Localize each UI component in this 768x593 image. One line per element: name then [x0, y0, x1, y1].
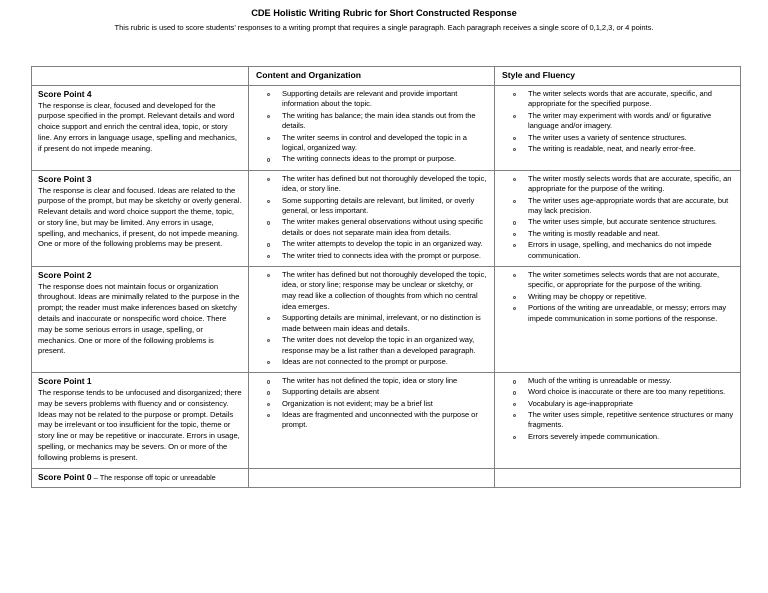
- table-row: [32, 170, 741, 266]
- content-cell: [249, 373, 495, 468]
- list-item: The writer mostly selects words that are accurate, specific, an appropriate for the purpose of the writing.: [500, 174, 736, 195]
- list-item: The writer attempts to develop the topic in an organized way.: [254, 239, 490, 250]
- content-bullet-list: [254, 270, 490, 368]
- list-item: Supporting details are relevant and provide important information about the topic.: [254, 89, 490, 110]
- table-row: [32, 373, 741, 468]
- score-zero-label: Score Point 0: [38, 471, 92, 482]
- list-item: The writer has defined but not thoroughly developed the topic, idea, or story line; response may be unclear or sketchy, or may read like a collection of thoughts from which no central idea emerges.: [254, 270, 490, 313]
- list-item: Ideas are fragmented and unconnected with the purpose or prompt.: [254, 410, 490, 431]
- table-row: [32, 266, 741, 372]
- list-item: Some supporting details are relevant, but limited, or overly general, or less important.: [254, 196, 490, 217]
- content-bullet-list: [254, 89, 490, 165]
- content-cell: [249, 170, 495, 266]
- score-title: Score Point 4: [38, 88, 92, 99]
- list-item: Ideas are not connected to the prompt or purpose.: [254, 357, 490, 368]
- list-item: The writer sometimes selects words that are not accurate, specific, or appropriate for the purpose of the writing.: [500, 270, 736, 291]
- list-item: The writer makes general observations without using specific details or does not separate main idea from details.: [254, 217, 490, 238]
- list-item: The writing connects ideas to the prompt or purpose.: [254, 154, 490, 165]
- table-header-row: [32, 67, 741, 86]
- content-bullet-list: [254, 376, 490, 431]
- score-description: The response tends to be unfocused and disorganized; there may be severs problems with fluency and or consistency. Ideas may not be related to the purpose or prompt. Details may be irrelevant or too insufficient for the topic, theme or story line or may be repetitive or inaccurate. Errors in usage, spelling, or mechanics may be severs. On or more of the following problems is present.: [38, 388, 242, 462]
- score-zero-line: [37, 472, 244, 483]
- list-item: The writer has not defined the topic, idea or story line: [254, 376, 490, 387]
- content-cell: [249, 85, 495, 170]
- list-item: Errors severely impede communication.: [500, 432, 736, 443]
- list-item: The writer uses simple, but accurate sentence structures.: [500, 217, 736, 228]
- style-bullet-list: [500, 174, 736, 262]
- score-description: The response is clear and focused. Ideas are related to the purpose of the prompt, but may be sketchy or overly general. Relevant details and word choice support the theme, topic, or story line, but may be limited. Any errors in usage, spelling, and mechanics, if present, do not impede meaning. One or more of the following problems may be present.: [38, 185, 242, 249]
- header-label-content: Content and Organization: [256, 70, 362, 80]
- score-description: The response is clear, focused and developed for the purpose specified in the prompt. Relevant details and word choice support and enrich the central idea, topic, or story line. Any errors in language usage, spelling and mechanics, if present do not impede meaning.: [38, 100, 237, 153]
- score-cell: [32, 373, 249, 468]
- list-item: Organization is not evident; may be a brief list: [254, 399, 490, 410]
- table-row-score-zero: [32, 468, 741, 487]
- score-zero-content-cell: [249, 468, 495, 487]
- list-item: The writer seems in control and developed the topic in a logical, organized way.: [254, 133, 490, 154]
- score-zero-style-cell: [495, 468, 741, 487]
- score-zero-text: The response off topic or unreadable: [99, 473, 216, 482]
- rubric-table: [31, 66, 741, 488]
- score-cell: [32, 266, 249, 372]
- score-title: Score Point 1: [38, 376, 92, 387]
- score-cell: [32, 85, 249, 170]
- list-item: The writer has defined but not thoroughly developed the topic, idea, or story line.: [254, 174, 490, 195]
- header-label-style: Style and Fluency: [502, 70, 576, 80]
- list-item: Word choice is inaccurate or there are too many repetitions.: [500, 387, 736, 398]
- score-zero-cell: [32, 468, 249, 487]
- list-item: Vocabulary is age-inappropriate: [500, 399, 736, 410]
- list-item: The writer uses age-appropriate words that are accurate, but may lack precision.: [500, 196, 736, 217]
- list-item: Supporting details are minimal, irrelevant, or no distinction is made between main ideas and details.: [254, 313, 490, 334]
- table-row: [32, 85, 741, 170]
- list-item: Errors in usage, spelling, and mechanics do not impede communication.: [500, 240, 736, 261]
- list-item: The writer uses simple, repetitive sentence structures or many fragments.: [500, 410, 736, 431]
- list-item: The writer does not develop the topic in an organized way, response may be a list rather than a developed paragraph.: [254, 335, 490, 356]
- list-item: Writing may be choppy or repetitive.: [500, 292, 736, 303]
- list-item: The writing is mostly readable and neat.: [500, 229, 736, 240]
- style-cell: [495, 373, 741, 468]
- score-cell: [32, 170, 249, 266]
- style-bullet-list: [500, 270, 736, 325]
- style-bullet-list: [500, 376, 736, 442]
- list-item: Portions of the writing are unreadable, or messy; errors may impede communication in some portions of the response.: [500, 303, 736, 324]
- header-cell-style: [495, 67, 741, 86]
- style-cell: [495, 85, 741, 170]
- list-item: The writing is readable, neat, and nearly error-free.: [500, 144, 736, 155]
- list-item: The writer may experiment with words and/ or figurative language and/or imagery.: [500, 111, 736, 132]
- header-cell-content: [249, 67, 495, 86]
- list-item: The writer tried to connects idea with the prompt or purpose.: [254, 251, 490, 262]
- list-item: Much of the writing is unreadable or messy.: [500, 376, 736, 387]
- score-zero-dash: –: [91, 472, 100, 482]
- score-title: Score Point 3: [38, 173, 92, 184]
- content-cell: [249, 266, 495, 372]
- score-description: The response does not maintain focus or organization throughout. Ideas are minimally related to the purpose in the prompt; the reader must make inferences based on sketchy details and inaccurate or nonspecific word choice. There may be some serious errors in usage, spelling, or mechanics. One or more of the following problems is present.: [38, 281, 240, 356]
- list-item: The writer selects words that are accurate, specific, and appropriate for the specified purpose.: [500, 89, 736, 110]
- page-title: CDE Holistic Writing Rubric for Short Constructed Response: [251, 8, 517, 18]
- style-cell: [495, 170, 741, 266]
- list-item: The writing has balance; the main idea stands out from the details.: [254, 111, 490, 132]
- style-bullet-list: [500, 89, 736, 155]
- list-item: The writer uses a variety of sentence structures.: [500, 133, 736, 144]
- score-title: Score Point 2: [38, 269, 92, 280]
- content-bullet-list: [254, 174, 490, 262]
- list-item: Supporting details are absent: [254, 387, 490, 398]
- style-cell: [495, 266, 741, 372]
- header-cell-criteria: [32, 67, 249, 86]
- page-subtitle: This rubric is used to score students’ responses to a writing prompt that requires a single paragraph. Each paragraph receives a single score of 0,1,2,3, or 4 points.: [114, 23, 654, 33]
